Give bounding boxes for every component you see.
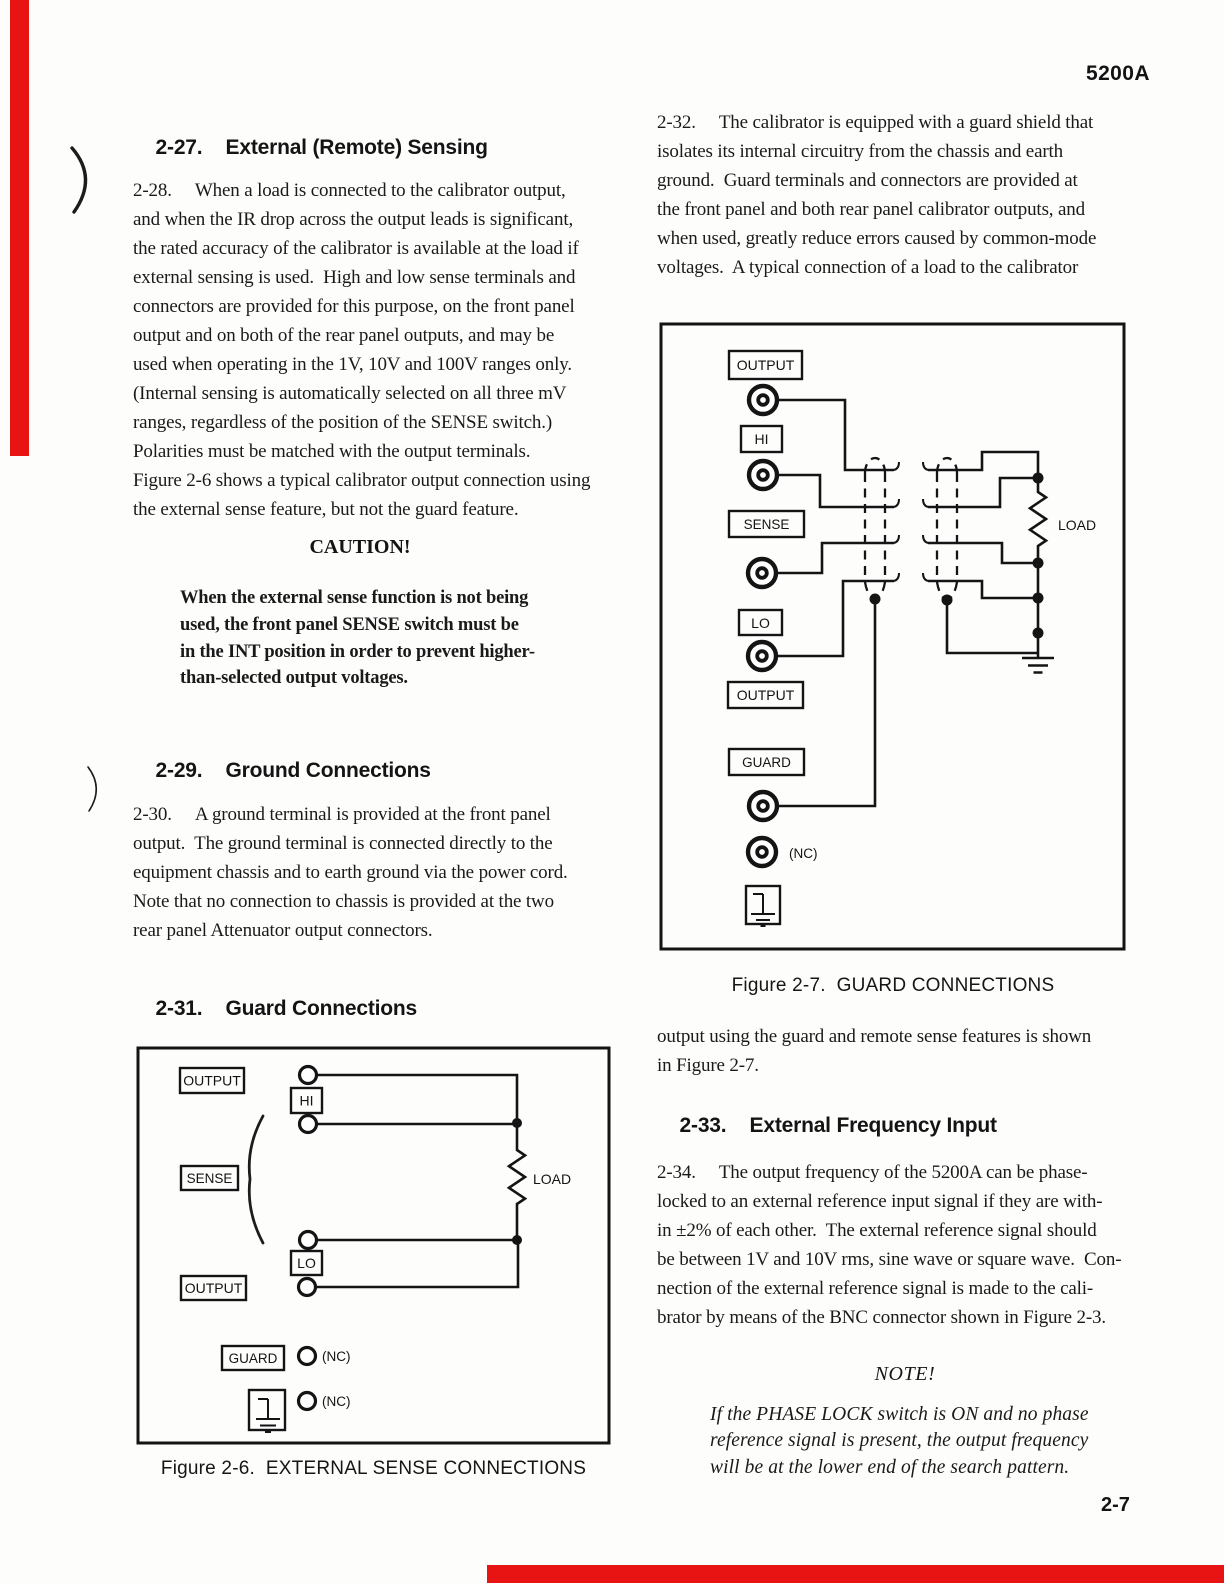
nc-connector [748,838,776,866]
chassis-ground-symbol [746,886,780,926]
text-line: 2-34. The output frequency of the 5200A can be phase- [657,1162,1088,1183]
text-line: when used, greatly reduce errors caused by common-mode [657,228,1097,249]
section-number: 2-31. [155,997,203,1020]
chassis-ground-symbol [249,1390,285,1432]
text-line: will be at the lower end of the search pattern. [710,1456,1070,1478]
section-number: 2-27. [155,136,203,159]
paragraph-2-34 [657,1158,1121,1332]
text-line: external sensing is used. High and low sense terminals and [133,267,576,288]
text-line: voltages. A typical connection of a load to the calibrator [657,257,1079,278]
load-label: LOAD [1058,517,1097,533]
guard-terminal [299,1348,316,1365]
text-line: than-selected output voltages. [180,668,408,689]
section-title: External Frequency Input [749,1114,997,1137]
figure-border [661,324,1124,949]
text-line: the rated accuracy of the calibrator is available at the load if [133,238,579,259]
paragraph-2-30 [133,800,568,945]
guard-label: GUARD [228,1351,278,1366]
load-resistor [509,1122,525,1240]
text-line: output. The ground terminal is connected directly to the [133,833,553,854]
text-line: ranges, regardless of the position of the SENSE switch.) [133,412,553,433]
paragraph-2-28 [133,176,590,524]
text-line: nection of the external reference signal is made to the cali- [657,1278,1094,1299]
figure-2-6-external-sense-diagram [135,1045,614,1448]
guard-connector [749,792,777,820]
section-title: Guard Connections [225,997,417,1020]
paragraph-2-32 [657,108,1096,282]
section-heading-2-27 [133,112,488,184]
junction-dot [512,1118,522,1128]
text-line: output using the guard and remote sense features is shown [657,1026,1092,1047]
output-top-label: OUTPUT [736,357,795,373]
caution-title: CAUTION! [309,536,411,558]
shield-drain-wire [947,601,1038,653]
scan-edge-artifact-bottom [487,1565,1224,1583]
output-bottom-terminal [299,1279,316,1296]
section-number: 2-33. [679,1114,727,1137]
hi-label: HI [754,431,769,447]
hi-terminal [300,1116,317,1133]
text-line: Note that no connection to chassis is provided at the two [133,891,554,912]
sense-label: SENSE [743,517,790,532]
output-bottom-label: OUTPUT [184,1280,243,1296]
note-title: NOTE! [874,1363,936,1385]
section-heading-2-33 [657,1090,997,1162]
text-line: (Internal sensing is automatically selected on all three mV [133,383,567,404]
output-bottom-label: OUTPUT [736,687,795,703]
guard-label: GUARD [742,755,791,770]
junction-dot [512,1235,522,1245]
chassis-terminal [299,1393,316,1410]
nc-guard-label: (NC) [322,1349,351,1364]
lo-label: LO [297,1255,316,1271]
text-line: in Figure 2-7. [657,1055,759,1076]
terminal-labels [180,1068,322,1370]
text-line: in the INT position in order to prevent higher- [180,641,535,662]
sense-brace [249,1116,263,1243]
section-heading-2-29 [133,735,431,807]
text-line: the front panel and both rear panel calibrator outputs, and [657,199,1085,220]
text-line: 2-30. A ground terminal is provided at the front panel [133,804,551,825]
text-line: equipment chassis and to earth ground via the power cord. [133,862,568,883]
caution-body [180,585,535,692]
lo-connector [748,642,776,670]
text-line: in ±2% of each other. The external reference signal should [657,1220,1097,1241]
text-line: 2-28. When a load is connected to the calibrator output, [133,180,566,201]
section-title: External (Remote) Sensing [225,136,488,159]
text-line: reference signal is present, the output frequency [710,1430,1089,1452]
load-label: LOAD [533,1171,572,1187]
text-line: isolates its internal circuitry from the chassis and earth [657,141,1064,162]
text-line: Polarities must be matched with the output terminals. [133,441,531,462]
shield-left [865,458,885,605]
text-line: connectors are provided for this purpose, on the front panel [133,296,575,317]
doc-model-number: 5200A [1086,62,1150,85]
text-line: If the PHASE LOCK switch is ON and no phase [710,1404,1089,1425]
section-heading-2-31 [133,973,417,1045]
figure-2-7-caption: Figure 2-7. GUARD CONNECTIONS [731,975,1055,996]
sense-lo-terminal [300,1232,317,1249]
output-top-terminal [300,1067,317,1084]
output-top-connector [749,386,777,414]
text-line: brator by means of the BNC connector shown in Figure 2-3. [657,1307,1106,1328]
earth-ground-symbol [1022,658,1054,673]
wires [315,1075,525,1287]
nc-ground-label: (NC) [322,1394,351,1409]
section-number: 2-29. [155,759,203,782]
figure-2-6-caption: Figure 2-6. EXTERNAL SENSE CONNECTIONS [160,1458,587,1479]
sense-connector [748,559,776,587]
terminals [299,1067,317,1410]
hi-connector [749,461,777,489]
shield-right [937,458,957,606]
text-line: When the external sense function is not being [180,588,529,608]
nc-label: (NC) [789,846,818,861]
paragraph-figure-2-7-continuation [657,1022,1091,1080]
text-line: and when the IR drop across the output leads is significant, [133,209,574,230]
text-line: rear panel Attenuator output connectors. [133,920,433,941]
lo-label: LO [751,615,770,631]
text-line: used, the front panel SENSE switch must be [180,614,519,635]
figure-border [138,1048,609,1443]
sense-label: SENSE [186,1171,233,1186]
margin-pencil-mark-top [62,142,106,218]
output-top-label: OUTPUT [183,1072,241,1089]
text-line: the external sense feature, but not the guard feature. [133,499,519,520]
margin-pencil-mark-middle [80,762,112,816]
text-line: used when operating in the 1V, 10V and 100V ranges only. [133,354,572,375]
text-line: ground. Guard terminals and connectors are provided at [657,170,1078,191]
text-line: be between 1V and 10V rms, sine wave or square wave. Con- [657,1249,1122,1270]
text-line: output and on both of the rear panel outputs, and may be [133,325,555,346]
text-line: locked to an external reference input signal if they are with- [657,1191,1103,1212]
page-number: 2-7 [1101,1494,1130,1516]
cable-hooks [894,462,928,581]
hi-label: HI [299,1092,314,1109]
wires [776,400,1046,806]
note-body [710,1402,1089,1481]
text-line: Figure 2-6 shows a typical calibrator output connection using [133,470,591,491]
figure-2-7-guard-connections-diagram [658,321,1129,953]
scan-edge-artifact-left [10,0,29,456]
text-line: 2-32. The calibrator is equipped with a guard shield that [657,112,1094,133]
section-title: Ground Connections [225,759,431,782]
